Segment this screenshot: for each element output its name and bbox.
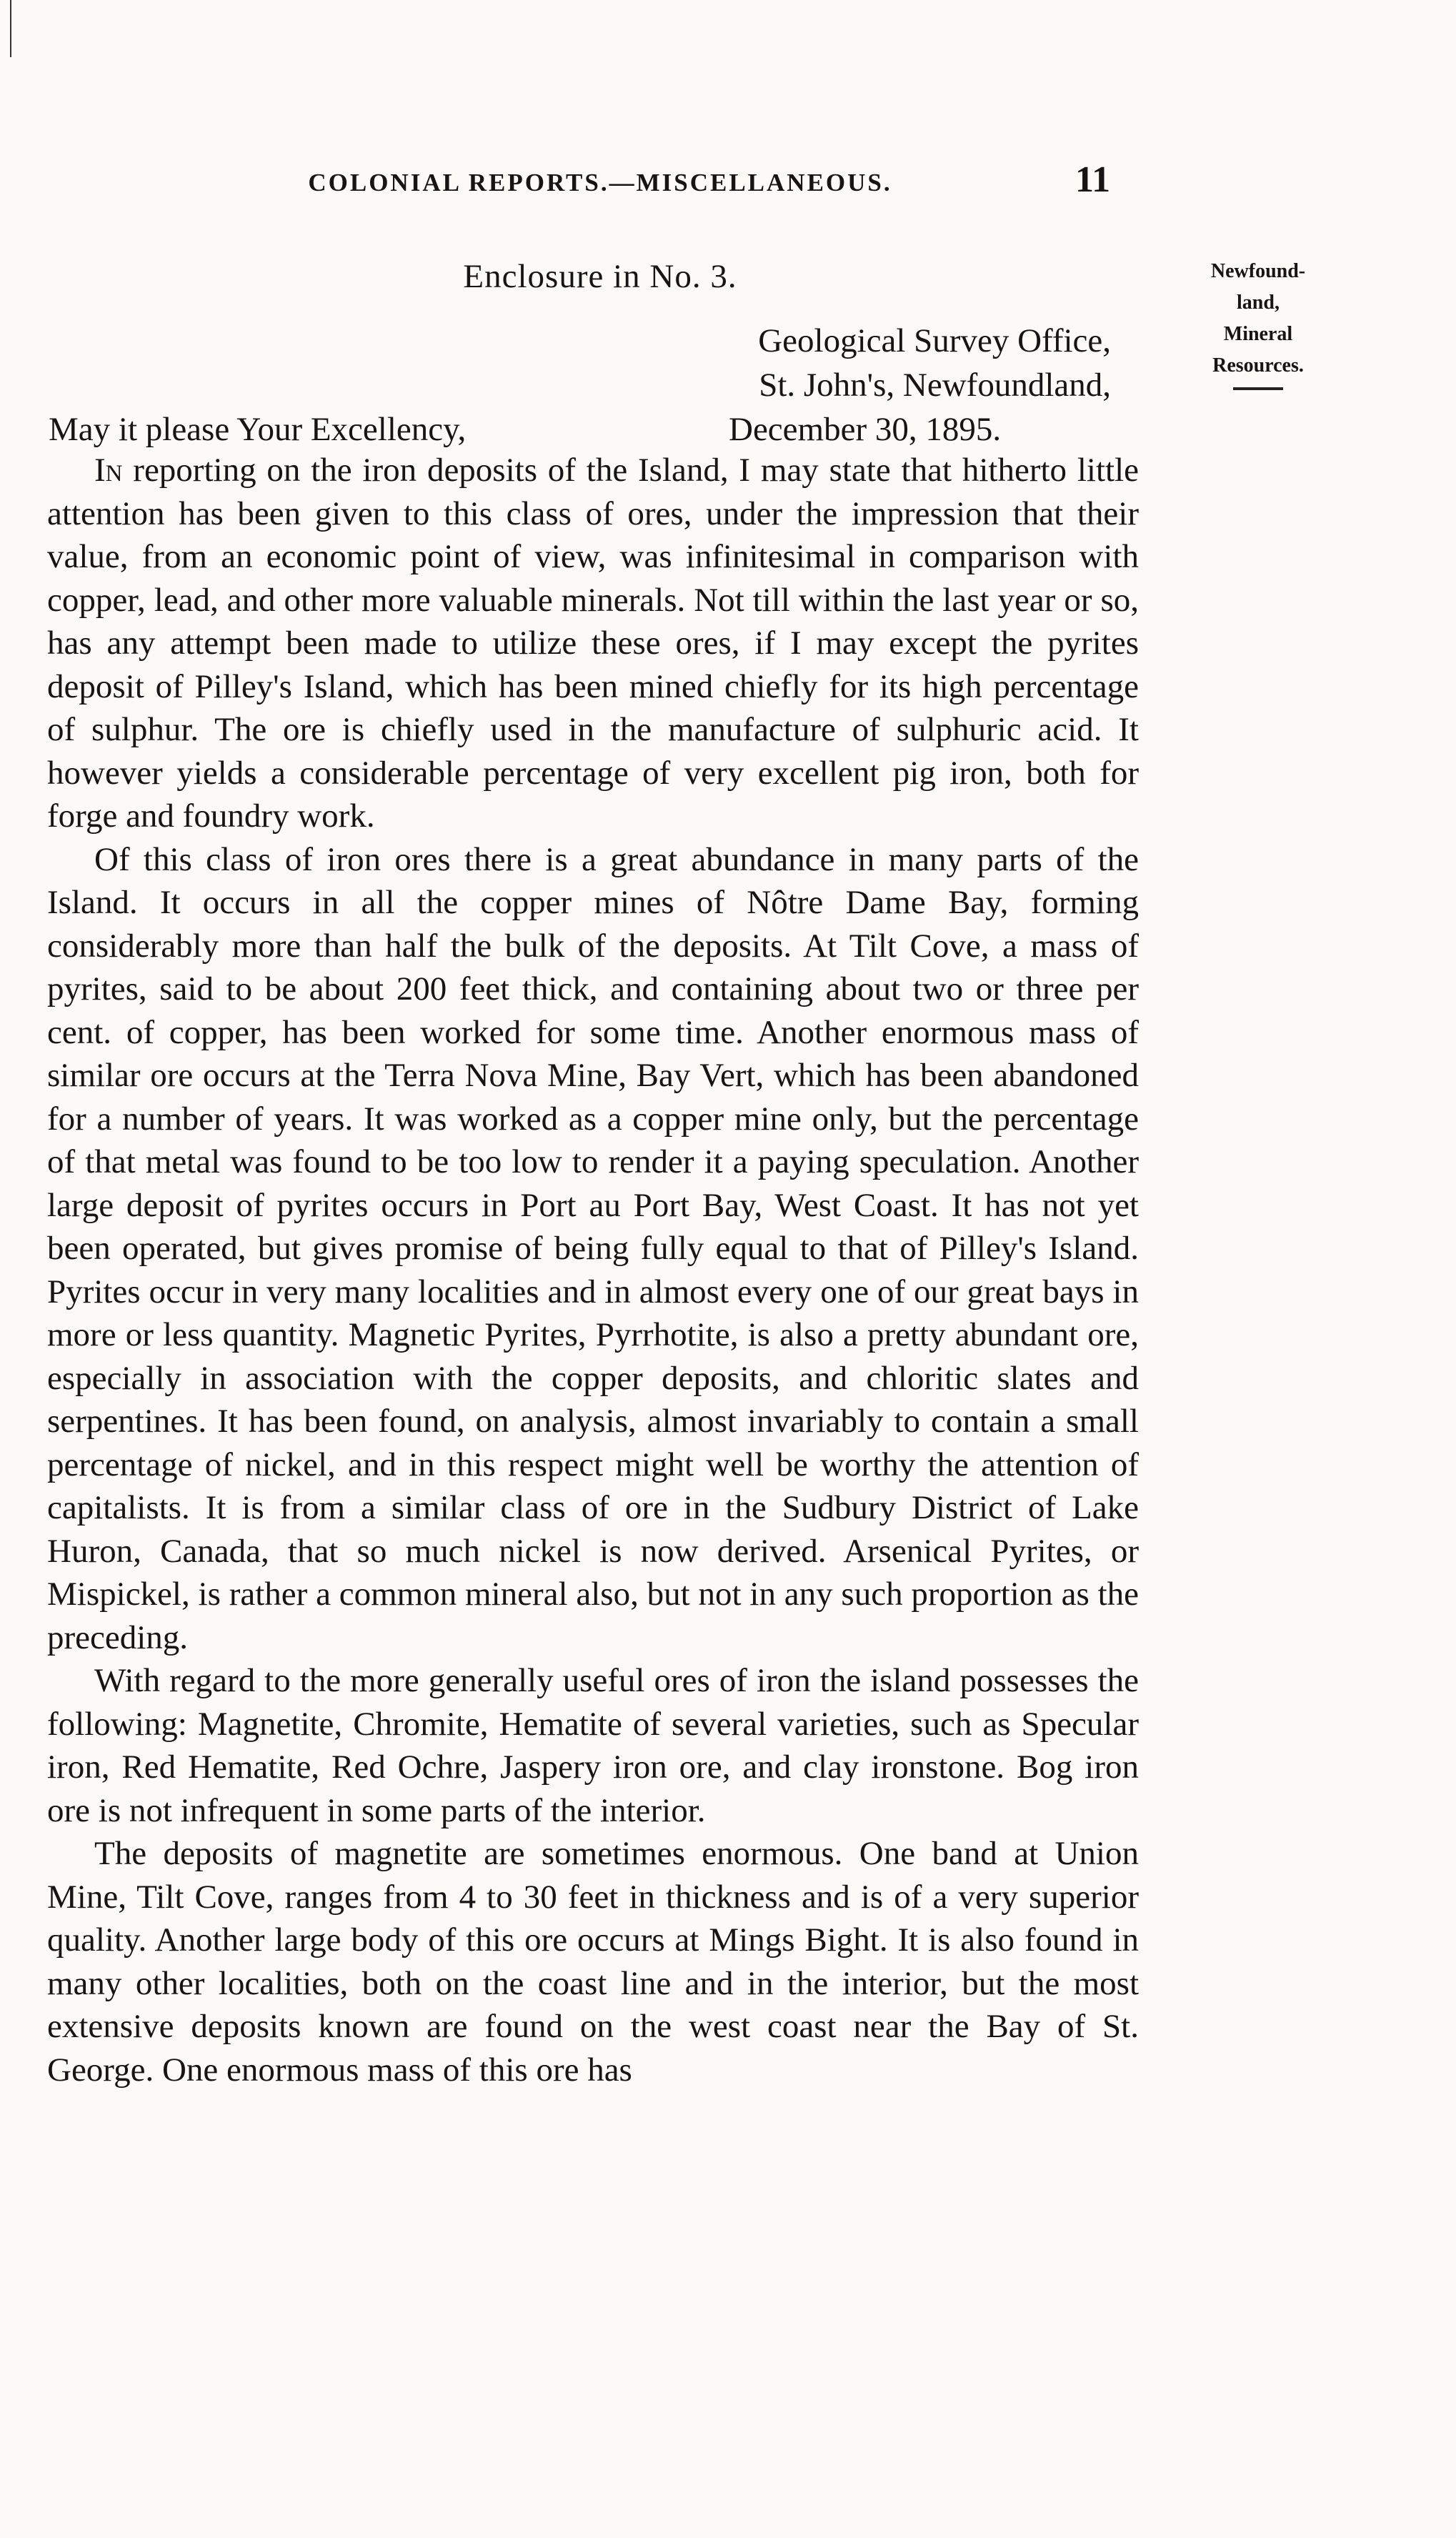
margin-note-line: Resources. (1212, 354, 1304, 377)
letter-date: December 30, 1895. (729, 411, 1002, 448)
body-paragraph (47, 838, 1139, 1660)
page-edge-rule (10, 0, 11, 57)
office-line: Geological Survey Office, (758, 322, 1111, 359)
enclosure-heading: Enclosure in No. 3. (463, 258, 737, 295)
letter-body (47, 449, 1139, 2091)
salutation: May it please Your Excellency, (49, 411, 467, 448)
paragraph-lead: In (94, 452, 123, 489)
paragraph-text: reporting on the iron deposits of the Island, I may state that hitherto little attention has been given to this class of ores, under the impression that their value, from an economic point of view, was infinitesimal in comparison with copper, lead, and other more valuable minerals. Not till within the last year or so, has any attempt been made to utilize these ores, if I may except the pyrites deposit of Pilley's Island, which has been mined chiefly for its high percentage of sulphur. The ore is chiefly used in the manufacture of sulphuric acid. It however yields a considerable percentage of very excellent pig iron, both for forge and foundry work. (47, 452, 1139, 835)
location-line: St. John's, Newfoundland, (759, 367, 1111, 404)
paragraph-text: The deposits of magnetite are sometimes enormous. One band at Union Mine, Tilt Cove, ranges from 4 to 30 feet in thickness and is of a very superior quality. Another large body of this ore occurs at Mings Bight. It is also found in many other localities, both on the coast line and in the interior, but the most extensive deposits known are found on the west coast near the Bay of St. George. One enormous mass of this ore has (47, 1835, 1139, 2089)
body-paragraph (47, 1832, 1139, 2091)
margin-note-line: Mineral (1223, 323, 1293, 345)
running-head: COLONIAL REPORTS.—MISCELLANEOUS. (308, 169, 892, 196)
paragraph-text: With regard to the more generally useful ores of iron the island possesses the following: Magnetite, Chromite, Hematite of several varieties, such as Specular iron, Red Hematite, Red Ochre, Jaspery iron ore, and clay ironstone. Bog iron ore is not infrequent in some parts of the interior. (47, 1662, 1139, 1829)
margin-note (1169, 256, 1347, 390)
margin-note-rule (1233, 387, 1283, 390)
body-paragraph (47, 1659, 1139, 1832)
page-number: 11 (1075, 159, 1111, 200)
paragraph-text: Of this class of iron ores there is a great abundance in many parts of the Island. It occurs in all the copper mines of Nôtre Dame Bay, forming considerably more than half the bulk of the deposits. At Tilt Cove, a mass of pyrites, said to be about 200 feet thick, and containing about two or three per cent. of copper, has been worked for some time. Another enormous mass of similar ore occurs at the Terra Nova Mine, Bay Vert, which has been abandoned for a number of years. It was worked as a copper mine only, but the percentage of that metal was found to be too low to render it a paying speculation. Another large deposit of pyrites occurs in Port au Port Bay, West Coast. It has not yet been operated, but gives promise of being fully equal to that of Pilley's Island. Pyrites occur in very many localities and in almost every one of our great bays in more or less quantity. Magnetic Pyrites, Pyrrhotite, is also a pretty abundant ore, especially in association with the copper deposits, and chloritic slates and serpentines. It has been found, on analysis, almost invariably to contain a small percentage of nickel, and in this respect might well be worthy the attention of capitalists. It is from a similar class of ore in the Sudbury District of Lake Huron, Canada, that so much nickel is now derived. Arsenical Pyrites, or Mispickel, is rather a common mineral also, but not in any such proportion as the preceding. (47, 840, 1139, 1656)
margin-note-line: land, (1237, 292, 1280, 314)
body-paragraph (47, 449, 1139, 838)
margin-note-line: Newfound- (1210, 260, 1306, 282)
